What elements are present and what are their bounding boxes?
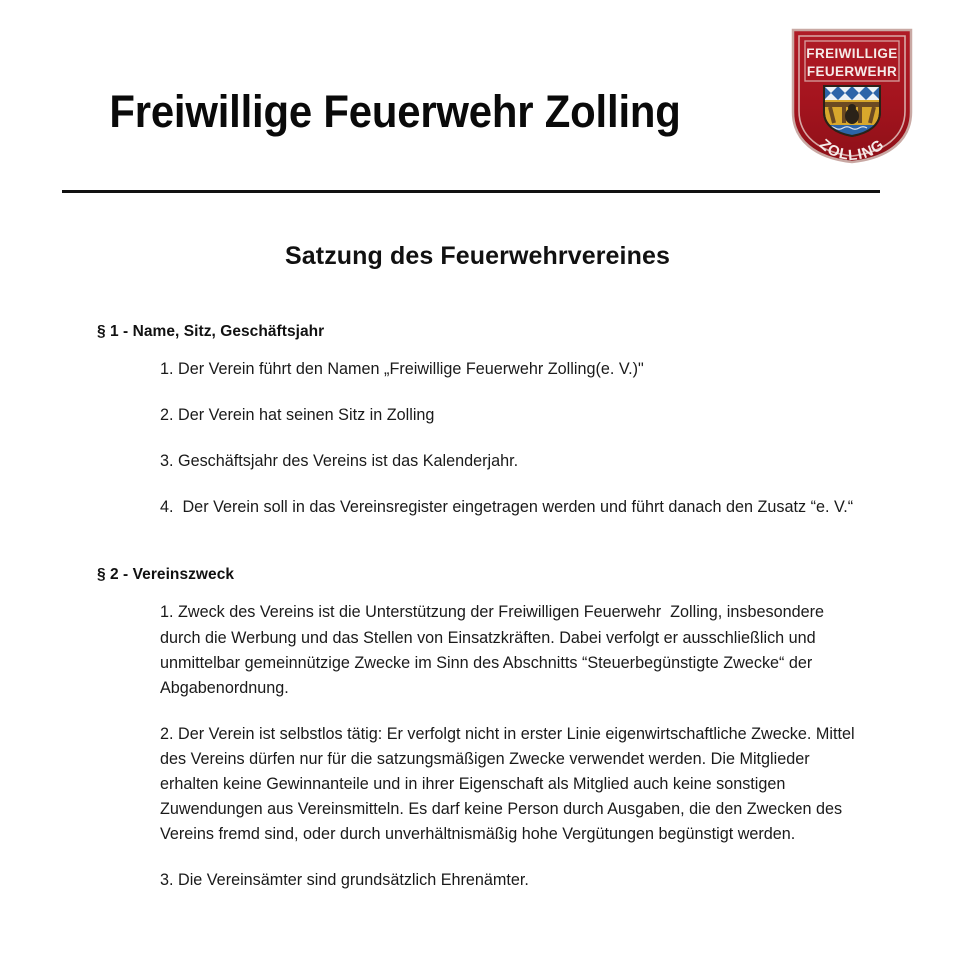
clause-item: 3. Geschäftsjahr des Vereins ist das Kalenderjahr. xyxy=(160,452,519,471)
section-paragraph-1 xyxy=(0,323,955,520)
clause-item: 4. Der Verein soll in das Vereinsregister eingetragen werden und führt danach den Zusatz “e. V.“ xyxy=(160,498,854,517)
clause-item: 3. Die Vereinsämter sind grundsätzlich Ehrenämter. xyxy=(160,871,529,890)
clause-list xyxy=(0,357,955,520)
coat-of-arms xyxy=(824,86,880,136)
clause-item: 1. Der Verein führt den Namen „Freiwillige Feuerwehr Zolling(e. V.)" xyxy=(160,360,644,378)
section-heading: § 2 - Vereinszweck xyxy=(97,566,235,584)
section-heading: § 1 - Name, Sitz, Geschäftsjahr xyxy=(97,323,325,340)
document-body xyxy=(0,206,955,894)
badge-line2: FEUERWEHR xyxy=(806,64,898,79)
section-paragraph-2 xyxy=(0,566,955,893)
sections-container xyxy=(0,323,955,894)
header-divider xyxy=(62,190,880,193)
shield-icon xyxy=(789,26,915,166)
fire-department-badge xyxy=(789,26,915,166)
clause-item: 2. Der Verein ist selbstlos tätig: Er verfolgt nicht in erster Linie eigenwirtschaftliche Zwecke. Mittel des Vereins dürfen nur für die satzungsmäßigen Zwecke verwendet werden. Die Mitglieder erhalten keine Gewinnanteile und in ihrer Eigenschaft als Mitglied auch keine sonstigen Zuwendungen aus Vereinsmitteln. Es darf keine Person durch Ausgaben, die den Zwecken des Vereins fremd sind, oder durch unverhältnismäßig hohe Vergütungen begünstigt werden. xyxy=(160,724,860,844)
page-title: Freiwillige Feuerwehr Zolling xyxy=(109,86,681,137)
clause-item: 2. Der Verein hat seinen Sitz in Zolling xyxy=(160,406,435,425)
document-heading: Satzung des Feuerwehrvereines xyxy=(285,242,670,270)
clause-list xyxy=(0,600,955,893)
clause-item: 1. Zweck des Vereins ist die Unterstützung der Freiwilligen Feuerwehr Zolling, insbesondere durch die Werbung und das Stellen von Einsatzkräften. Dabei verfolgt er ausschließlich und unmittelbar gemeinnützige Zwecke im Sinn des Abschnitts “Steuerbegünstigte Zwecke“ der Abgabenordnung. xyxy=(160,603,829,697)
document-header xyxy=(0,0,955,180)
badge-line1: FREIWILLIGE xyxy=(806,46,898,61)
badge-arc-text: ZOLLING xyxy=(815,135,889,165)
